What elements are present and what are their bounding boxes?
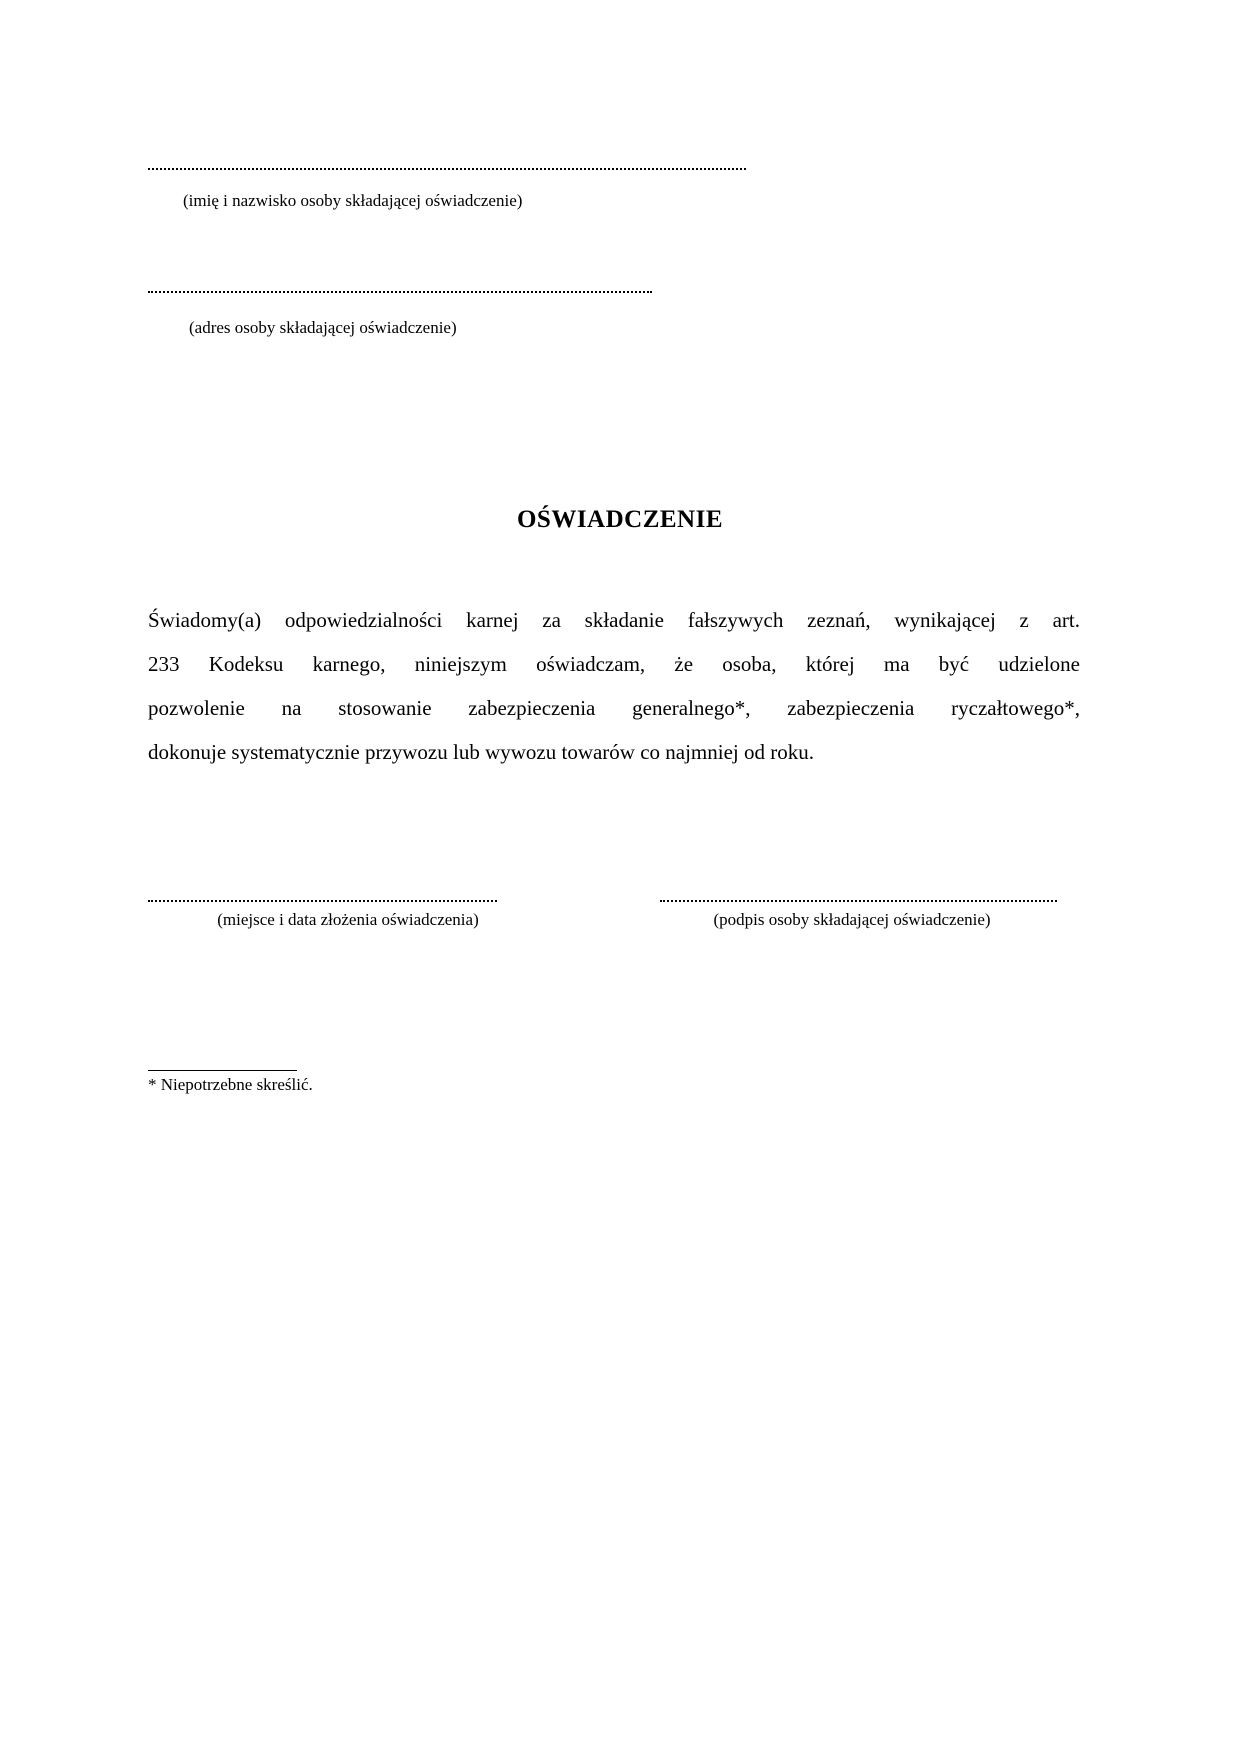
statement-line-1: Świadomy(a) odpowiedzialności karnej za składanie fałszywych zeznań, wynikającej z art. (148, 608, 1080, 632)
document-title: OŚWIADCZENIE (516, 506, 724, 533)
statement-line-2: 233 Kodeksu karnego, niniejszym oświadczam, że osoba, której ma być udzielone (148, 652, 1080, 676)
name-field-label: (imię i nazwisko osoby składającej oświadczenie) (183, 191, 523, 210)
footnote-text: * Niepotrzebne skreślić. (148, 1075, 313, 1094)
address-field-label: (adres osoby składającej oświadczenie) (189, 318, 457, 337)
place-date-line[interactable] (148, 900, 497, 902)
signature-label: (podpis osoby składającej oświadczenie) (713, 910, 991, 929)
name-field-line[interactable] (148, 168, 746, 170)
signature-line[interactable] (660, 900, 1057, 902)
footnote-separator (148, 1070, 297, 1071)
statement-line-3: pozwolenie na stosowanie zabezpieczenia generalnego*, zabezpieczenia ryczałtowego*, (148, 696, 1080, 720)
address-field-line[interactable] (148, 291, 652, 293)
statement-line-4: dokonuje systematycznie przywozu lub wywozu towarów co najmniej od roku. (148, 740, 815, 764)
place-date-label: (miejsce i data złożenia oświadczenia) (217, 910, 479, 929)
